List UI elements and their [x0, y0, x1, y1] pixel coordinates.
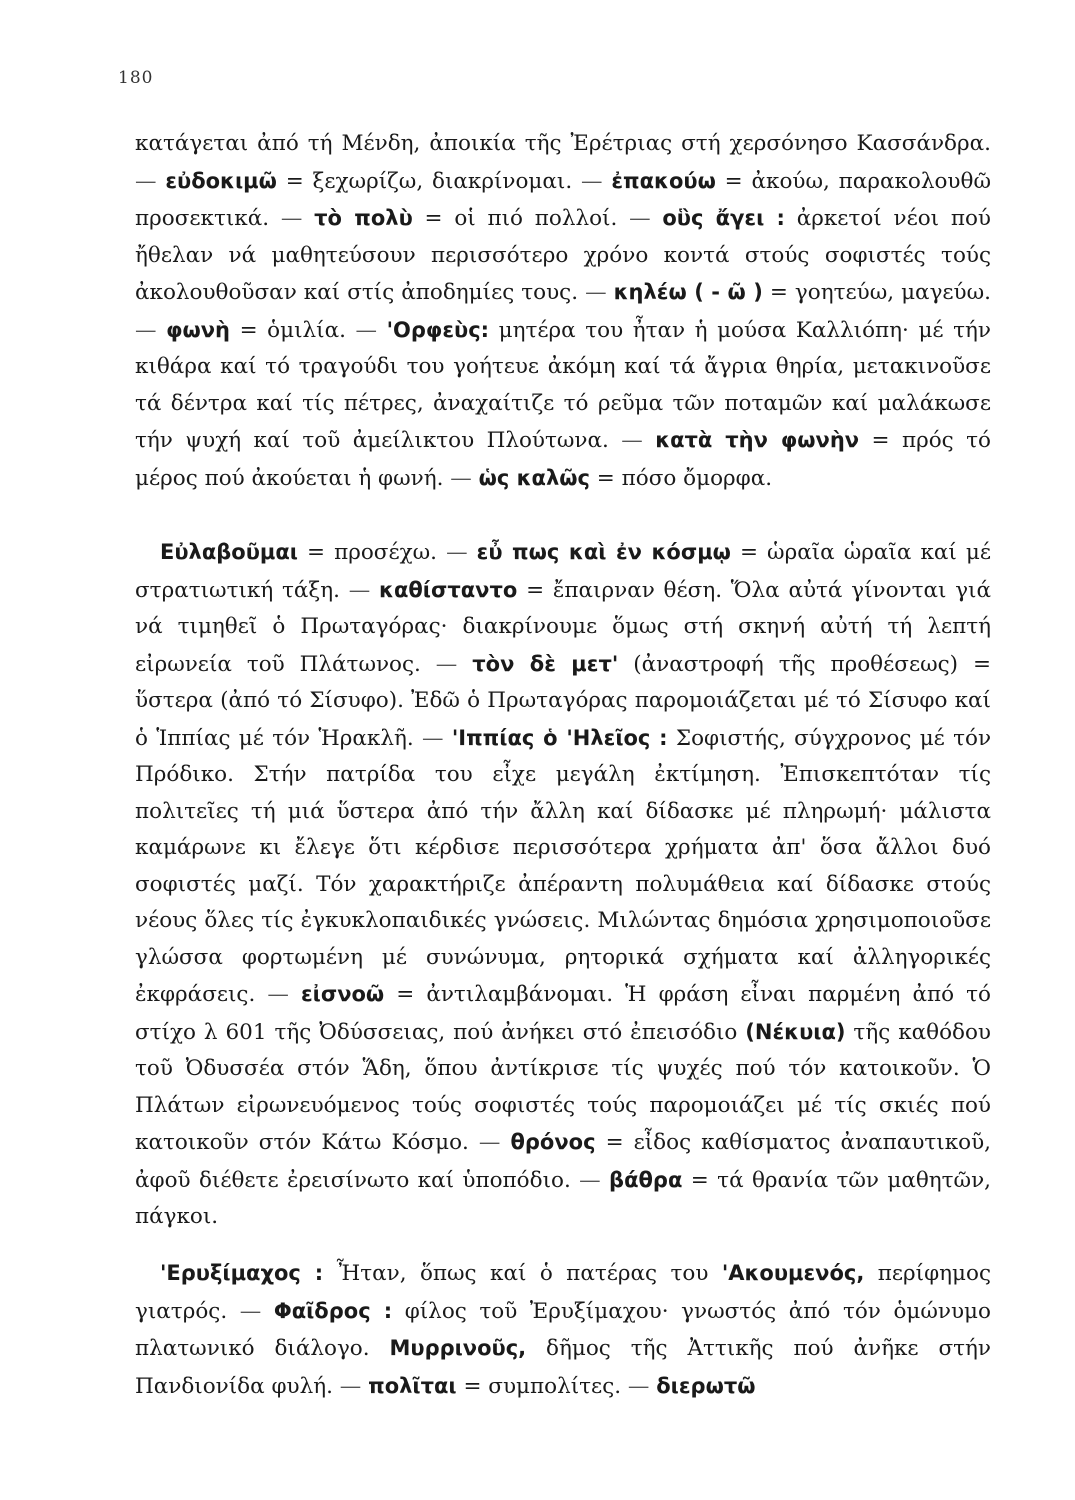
entry-separator: —: [570, 1167, 610, 1193]
gloss-text: τῆς καθόδου τοῦ Ὀδυσσέα στόν Ἅδη, ὅπου ἀντίκρισε τίς ψυχές πού τόν κατοικοῦν. Ὁ Πλάτων εἰρωνευόμενος τούς σοφιστές τούς παρομοιάζει μέ τίς σκιές πού κατοικοῦν στόν Κάτω Κόσμο.: [135, 1019, 991, 1155]
gloss-text: κατάγεται ἀπό τή Μένδη, ἀποικία τῆς Ἐρέτριας στή χερσόνησο Κασσάνδρα.: [135, 131, 991, 156]
lemma-term: κηλέω ( - ῶ ): [613, 280, 763, 304]
paragraph-1: [135, 126, 991, 497]
lemma-term: 'Ερυξίμαχος :: [160, 1261, 324, 1285]
lemma-term: Φαῖδρος :: [273, 1298, 393, 1323]
gloss-text: = συμπολίτες.: [456, 1373, 622, 1399]
gloss-text: = τά θρανία τῶν μαθητῶν, πάγκοι.: [135, 1167, 991, 1229]
paragraph-2: [135, 534, 991, 1236]
gloss-text: Σοφιστής, σύγχρονος μέ τόν Πρόδικο. Στήν πατρίδα του εἶχε μεγάλη ἐκτίμηση. Ἐπισκεπτόταν τίς πολιτεῖες τή μιά ὕστερα ἀπό τήν ἄλλη καί δίδασκε μέ πληρωμή· μάλιστα καμάρωνε κι ἔλεγε ὅτι κέρδισε περισσότερα χρήματα ἀπ' ὅσα ἄλλοι δυό σοφιστές μαζί. Τόν χαρακτήριζε ἀπέραντη πολυμάθεια καί δίδασκε στούς νέους ὅλες τίς ἐγκυκλοπαιδικές γνώσεις. Μιλώντας δημόσια χρησιμοποιοῦσε γλώσσα φορτωμένη μέ συνώνυμα, ρητορικά σχήματα καί ἀλληγορικές ἐκφράσεις.: [135, 725, 992, 1007]
lemma-term: βάθρα: [609, 1167, 683, 1192]
gloss-text: = εἶδος καθίσματος ἀναπαυτικοῦ, ἀφοῦ διέθετε ἐρεισίνωτο καί ὑποπόδιο.: [135, 1130, 991, 1193]
entry-separator: —: [621, 1373, 657, 1399]
gloss-text: = ξεχωρίζω, διακρίνομαι.: [276, 168, 573, 194]
lemma-term: τὸ πολὺ: [314, 206, 413, 230]
lemma-term: εὖ πως καὶ ἐν κόσμῳ: [476, 540, 731, 564]
gloss-text: = προσέχω.: [297, 540, 438, 565]
entry-separator: —: [437, 540, 477, 565]
lemma-term: 'Ορφεὺς:: [386, 317, 490, 342]
gloss-text: = οἱ πιό πολλοί.: [412, 206, 618, 231]
paragraph-3: [135, 1255, 991, 1405]
entry-separator: —: [420, 651, 473, 677]
lemma-term: (Νέκυια): [745, 1019, 846, 1044]
lemma-term: Εὐλαβοῦμαι: [160, 540, 298, 564]
page-number: 180: [118, 68, 154, 88]
lemma-term: 'Ιππίας ὁ 'Ηλεῖος :: [451, 725, 668, 750]
gloss-text: = πόσο ὄμορφα.: [589, 465, 773, 491]
gloss-text: φίλος τοῦ Ἐρυξίμαχου· γνωστός ἀπό τόν ὁμώνυμο πλατωνικό διάλογο.: [135, 1298, 991, 1361]
lemma-term: πολῖται: [368, 1373, 457, 1398]
gloss-text: = γοητεύω, μαγεύω.: [762, 280, 991, 305]
entry-separator: —: [617, 206, 663, 231]
gloss-text: = ὡραῖα ὡραῖα καί μέ στρατιωτική τάξη.: [135, 540, 991, 603]
gloss-text: = ὁμιλία.: [230, 317, 346, 343]
entry-separator: —: [135, 168, 166, 194]
entry-separator: —: [345, 317, 387, 343]
entry-separator: —: [468, 1130, 511, 1155]
lemma-term: 'Ακουμενός,: [721, 1261, 865, 1285]
lemma-term: ἐπακούω: [611, 168, 716, 193]
lemma-term: καθίσταντο: [379, 577, 518, 602]
gloss-text: = ἔπαιρναν θέση. Ὅλα αὐτά γίνονται γιά νά τιμηθεῖ ὁ Πρωταγόρας· διακρίνουμε ὅμως στή σκηνή αὐτή τή λεπτή εἰρωνεία τοῦ Πλάτωνος.: [135, 577, 991, 677]
entry-separator: —: [572, 168, 612, 194]
entry-separator: —: [255, 982, 301, 1007]
lemma-term: εὐδοκιμῶ: [165, 168, 277, 193]
gloss-text: δῆμος τῆς Ἀττικῆς πού ἀνῆκε στήν Πανδιονίδα φυλή.: [135, 1336, 991, 1399]
entry-separator: —: [443, 465, 479, 491]
entry-separator: —: [608, 428, 656, 453]
entry-separator: —: [135, 317, 167, 343]
entry-separator: —: [413, 725, 452, 751]
gloss-text: Ἦταν, ὅπως καί ὁ πατέρας του: [323, 1261, 722, 1286]
entry-separator: —: [578, 280, 614, 305]
lemma-term: ὡς καλῶς: [478, 465, 590, 490]
lemma-term: φωνὴ: [166, 317, 231, 342]
gloss-text: (ἀναστροφή τῆς προθέσεως) = ὕστερα (ἀπό τό Σίσυφο). Ἐδῶ ὁ Πρωταγόρας παρομοιάζεται μέ τό Σίσυφο καί ὁ Ἱππίας μέ τόν Ἡρακλῆ.: [135, 651, 991, 751]
gloss-text: = ἀκούω, παρακολουθῶ προσεκτικά.: [135, 168, 991, 231]
entry-separator: —: [227, 1298, 274, 1324]
gloss-text: = πρός τό μέρος πού ἀκούεται ἡ φωνή.: [135, 428, 991, 491]
lemma-term: εἰσνοῶ: [300, 982, 385, 1006]
lemma-term: διερωτῶ: [656, 1373, 756, 1398]
lemma-term: οὓς ἄγει :: [662, 206, 785, 230]
gloss-text: περίφημος γιατρός.: [135, 1261, 991, 1324]
gloss-text: ἀρκετοί νέοι πού ἤθελαν νά μαθητεύσουν περισσότερο χρόνο κοντά στούς σοφιστές τούς ἀκολουθοῦσαν καί στίς ἀποδημίες τους.: [135, 206, 992, 305]
entry-separator: —: [339, 577, 380, 603]
lemma-term: Μυρρινοῦς,: [389, 1336, 527, 1360]
entry-separator: —: [332, 1373, 369, 1399]
gloss-text: μητέρα του ἦταν ἡ μούσα Καλλιόπη· μέ τήν κιθάρα καί τό τραγούδι του γοήτευε ἀκόμη καί τά ἄγρια θηρία, μετακινοῦσε τά δέντρα καί τίς πέτρες, ἀναχαίτιζε τό ρεῦμα τῶν ποταμῶν καί μαλάκωσε τήν ψυχή καί τοῦ ἀμείλικτου Πλούτωνα.: [135, 317, 991, 453]
lemma-term: θρόνος: [510, 1130, 596, 1154]
entry-separator: —: [269, 206, 315, 231]
lemma-term: τὸν δὲ μετ': [472, 651, 619, 676]
gloss-text: = ἀντιλαμβάνομαι. Ἡ φράση εἶναι παρμένη ἀπό τό στίχο λ 601 τῆς Ὀδύσσειας, πού ἀνήκει στό ἐπεισόδιο: [135, 982, 991, 1045]
lemma-term: κατὰ τὴν φωνὴν: [655, 428, 860, 452]
